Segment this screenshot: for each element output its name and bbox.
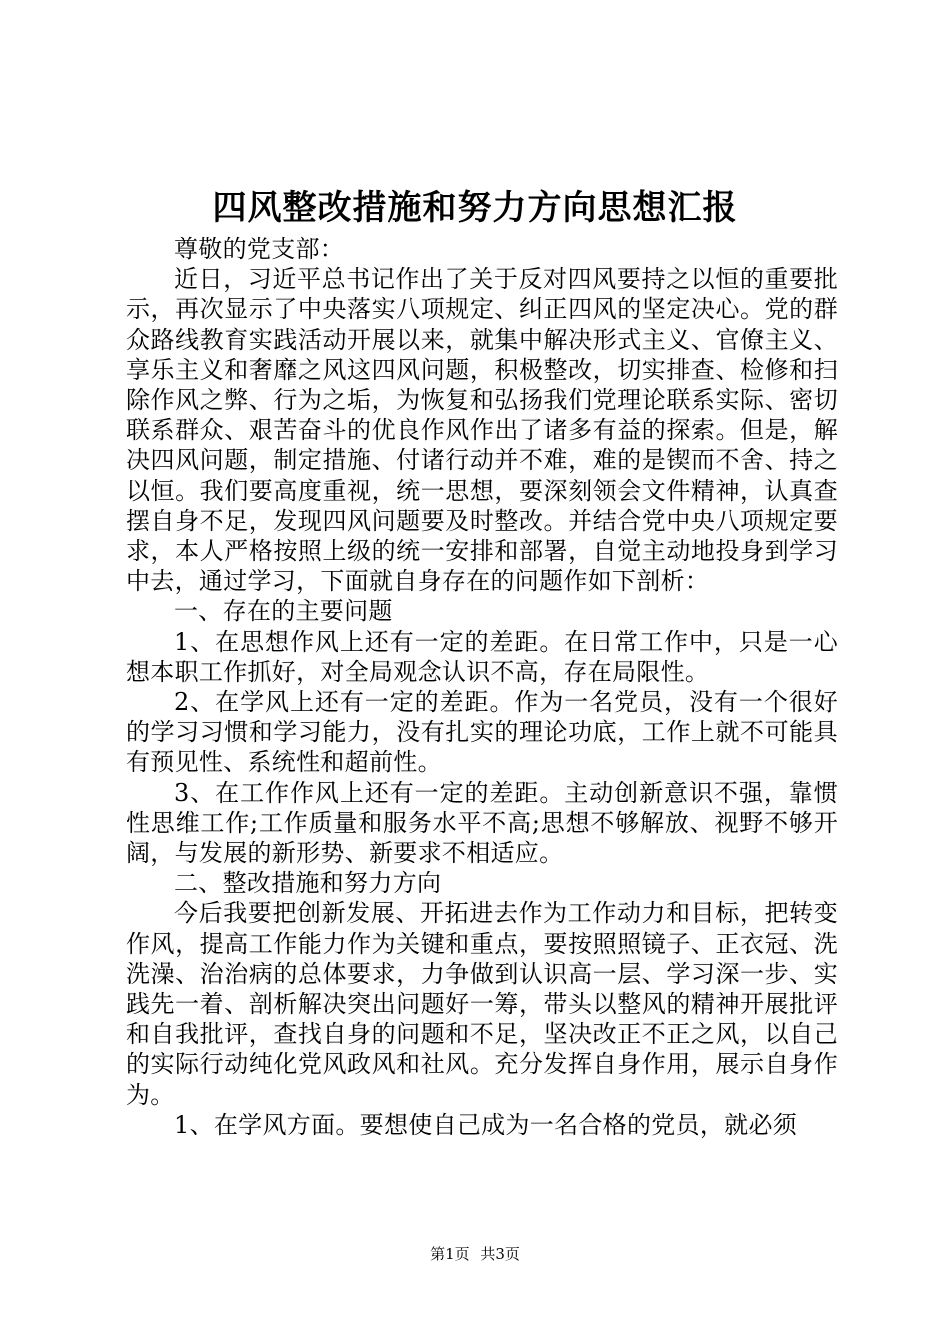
intro-paragraph: 近日，习近平总书记作出了关于反对四风要持之以恒的重要批示，再次显示了中央落实八项规定、纠正四风的坚定决心。党的群众路线教育实践活动开展以来，就集中解决形式主义、官僚主义、享乐主义和奢靡之风这四风问题，积极整改，切实排查、检修和扫除作风之弊、行为之垢，为恢复和弘扬我们党理论联系实际、密切联系群众、艰苦奋斗的优良作风作出了诸多有益的探索。但是，解决四风问题，制定措施、付诸行动并不难，难的是锲而不舍、持之以恒。我们要高度重视，统一思想，要深刻领会文件精神，认真查摆自身不足，发现四风问题要及时整改。并结合党中央八项规定要求，本人严格按照上级的统一安排和部署，自觉主动地投身到学习中去，通过学习，下面就自身存在的问题作如下剖析： bbox=[126, 265, 838, 596]
salutation: 尊敬的党支部： bbox=[174, 235, 345, 263]
measure-item-1: 1、在学风方面。要想使自己成为一名合格的党员，就必须 bbox=[174, 1110, 798, 1139]
page-number: 第1页 bbox=[430, 1245, 470, 1263]
page-footer bbox=[0, 1244, 950, 1264]
section-heading-problems: 一、存在的主要问题 bbox=[174, 597, 393, 626]
problem-item-3: 3、在工作作风上还有一定的差距。主动创新意识不强，靠惯性思维工作;工作质量和服务水平不高;思想不够解放、视野不够开阔，与发展的新形势、新要求不相适应。 bbox=[126, 778, 838, 868]
page-total: 共3页 bbox=[480, 1245, 520, 1263]
section-heading-measures: 二、整改措施和努力方向 bbox=[174, 869, 442, 898]
document-body bbox=[126, 234, 838, 1140]
measures-paragraph: 今后我要把创新发展、开拓进去作为工作动力和目标，把转变作风，提高工作能力作为关键和重点，要按照照镜子、正衣冠、洗洗澡、治治病的总体要求，力争做到认识高一层、学习深一步、实践先一着、剖析解决突出问题好一筹，带头以整风的精神开展批评和自我批评，查找自身的问题和不足，坚决改正不正之风，以自己的实际行动纯化党风政风和社风。充分发挥自身作用，展示自身作为。 bbox=[126, 899, 838, 1109]
document-title: 四风整改措施和努力方向思想汇报 bbox=[212, 188, 738, 228]
problem-item-2: 2、在学风上还有一定的差距。作为一名党员，没有一个很好的学习习惯和学习能力，没有扎实的理论功底，工作上就不可能具有预见性、系统性和超前性。 bbox=[126, 688, 838, 777]
problem-item-1: 1、在思想作风上还有一定的差距。在日常工作中，只是一心想本职工作抓好，对全局观念认识不高，存在局限性。 bbox=[126, 627, 838, 686]
